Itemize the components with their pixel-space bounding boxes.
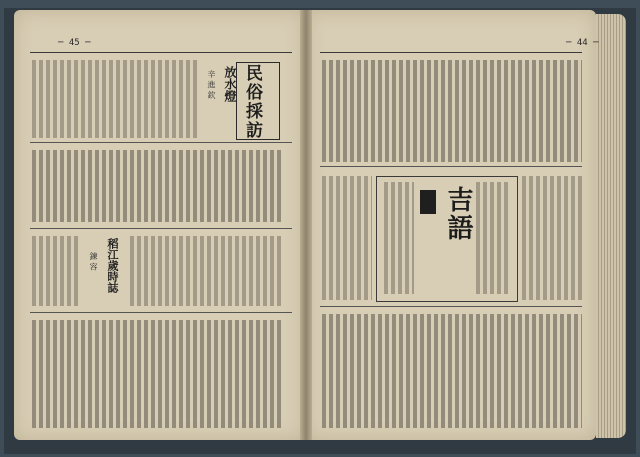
- right-text-bottom: [322, 314, 582, 428]
- article-text-middle: [32, 150, 284, 222]
- right-divider-2: [320, 306, 582, 307]
- article-text-lower: [130, 236, 284, 306]
- article-title: 放水燈: [223, 66, 237, 102]
- feature-title: 吉語: [443, 186, 473, 242]
- right-header-rule: [320, 52, 582, 53]
- right-side-text-2: [522, 176, 582, 300]
- right-side-text: [322, 176, 372, 300]
- feature-text-left: [384, 182, 414, 294]
- book-gutter: [300, 10, 312, 440]
- article2-title: 稻江歲時誌: [106, 238, 119, 293]
- article2-text: [32, 320, 284, 428]
- left-divider-1: [30, 142, 292, 143]
- left-header-rule: [30, 52, 292, 53]
- right-page-number: ─ 44 ─: [566, 38, 599, 48]
- article-author: 辛 進 欽: [207, 70, 216, 100]
- article2-author: 鍊 容: [89, 252, 98, 271]
- right-divider-1: [320, 166, 582, 167]
- article-text-top: [32, 60, 200, 138]
- page-edges: [596, 14, 626, 438]
- right-text-top: [322, 60, 582, 162]
- feature-badge: [420, 190, 436, 214]
- left-divider-2: [30, 228, 292, 229]
- article2-intro-text: [32, 236, 80, 306]
- feature-text-right: [476, 182, 510, 294]
- column-logo: 民俗採訪: [242, 64, 262, 140]
- left-divider-3: [30, 312, 292, 313]
- left-page-number: ─ 45 ─: [58, 38, 91, 48]
